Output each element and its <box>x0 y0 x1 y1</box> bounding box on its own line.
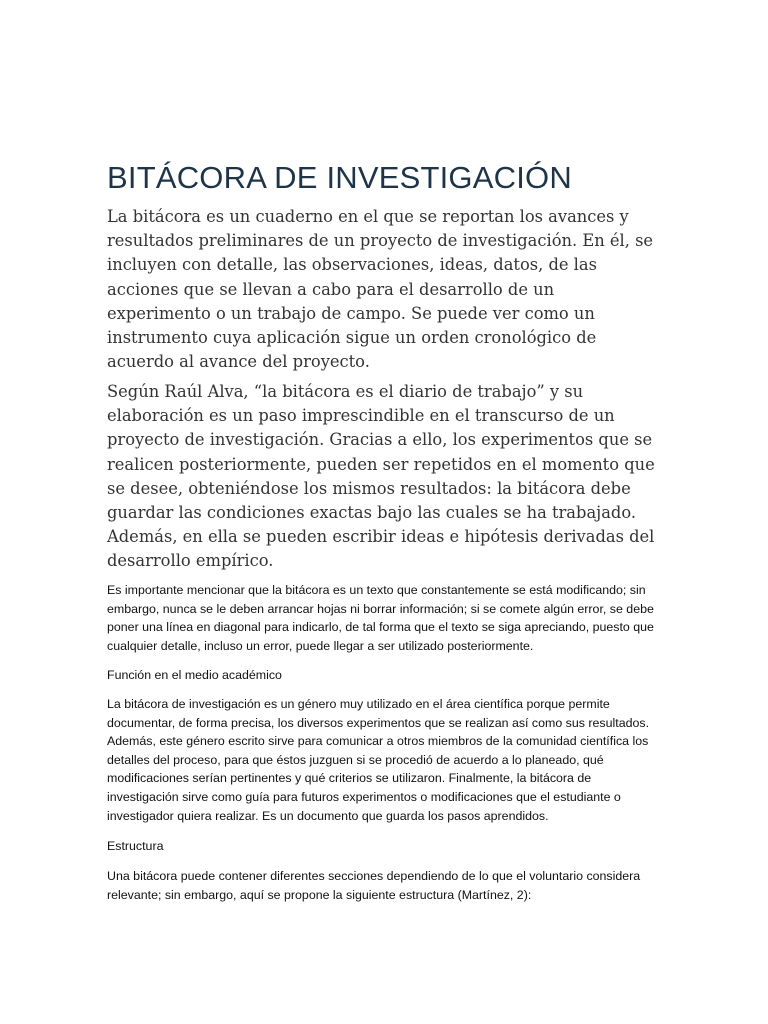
paragraph-alva-quote: Según Raúl Alva, “la bitácora es el diario de trabajo” y su elaboración es un paso imprescindible en el transcurso de un proyecto de investigación. Gracias a ello, los experimentos que se realicen posteriormente, pueden ser repetidos en el momento que se desee, obteniéndose los mismos resultados: la bitácora debe guardar las condiciones exactas bajo las cuales se ha trabajado. Además, en ella se pueden escribir ideas e hipótesis derivadas del desarrollo empírico. <box>107 382 655 571</box>
paragraph-funcion: La bitácora de investigación es un género muy utilizado en el área científica porque permite documentar, de forma precisa, los diversos experimentos que se realizan así como sus resultados. Además, este género escrito sirve para comunicar a otros miembros de la comunidad científica los detalles del proceso, para que éstos juzguen si se procedió de acuerdo a lo planeado, qué modificaciones serían pertinentes y qué criterios se utilizaron. Finalmente, la bitácora de investigación sirve como guía para futuros experimentos o modificaciones que el estudiante o investigador quiera realizar. Es un documento que guarda los pasos aprendidos. <box>107 697 650 823</box>
document-title: BITÁCORA DE INVESTIGACIÓN <box>107 160 572 195</box>
paragraph-intro: La bitácora es un cuaderno en el que se reportan los avances y resultados preliminares de un proyecto de investigación. En él, se incluyen con detalle, las observaciones, ideas, datos, de las acciones que se llevan a cabo para el desarrollo de un experimento o un trabajo de campo. Se puede ver como un instrumento cuya aplicación sigue un orden cronológico de acuerdo al avance del proyecto. <box>107 207 654 372</box>
paragraph-estructura: Una bitácora puede contener diferentes secciones dependiendo de lo que el voluntario considera relevante; sin embargo, aquí se propone la siguiente estructura (Martínez, 2): <box>107 869 641 902</box>
paragraph-importante: Es importante mencionar que la bitácora es un texto que constantemente se está modificando; sin embargo, nunca se le deben arrancar hojas ni borrar información; si se comete algún error, se debe poner una línea en diagonal para indicarlo, de tal forma que el texto se siga apreciando, puesto que cualquier detalle, incluso un error, puede llegar a ser utilizado posteriormente. <box>107 583 654 653</box>
heading-funcion: Función en el medio académico <box>107 668 282 682</box>
heading-estructura: Estructura <box>107 839 164 853</box>
